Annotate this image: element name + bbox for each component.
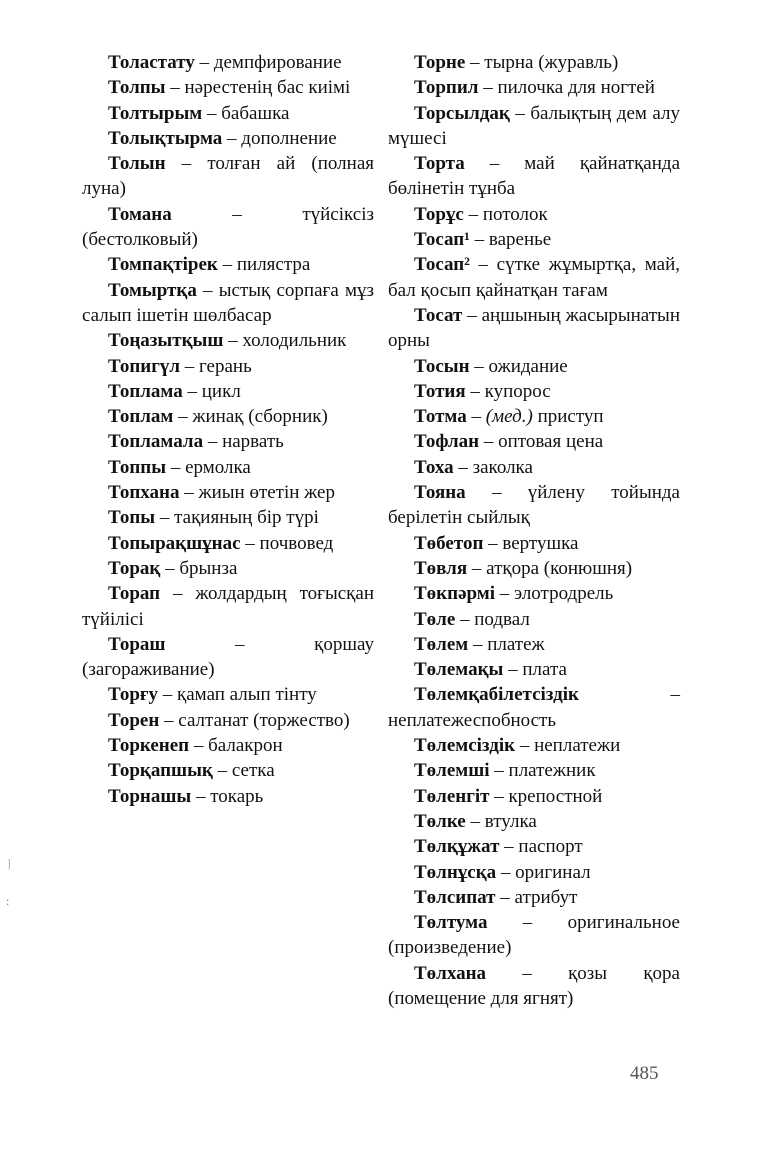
headword: Торпил [414, 77, 479, 99]
dictionary-entry [388, 885, 680, 910]
definition: – нәрестенің бас киімі [165, 77, 351, 99]
headword: Томана [108, 203, 172, 225]
dictionary-entry [82, 682, 374, 707]
usage-label: (мед.) [485, 406, 533, 428]
dictionary-entry [388, 303, 680, 354]
headword: Торен [108, 709, 160, 731]
headword: Тосап¹ [414, 229, 470, 251]
dictionary-entry [388, 227, 680, 252]
dictionary-entry [82, 708, 374, 733]
headword: Тотма [414, 406, 467, 428]
headword: Тотия [414, 380, 466, 402]
headword: Төлемші [414, 760, 490, 782]
definition: – тырна (журавль) [465, 52, 619, 73]
dictionary-entry [388, 632, 680, 657]
definition: – салтанат (торжество) [159, 709, 350, 731]
dictionary-entry [82, 101, 374, 126]
definition: – ожидание [469, 355, 568, 377]
dictionary-entry [82, 252, 374, 277]
dictionary-entry [388, 860, 680, 885]
headword: Торта [414, 153, 465, 175]
headword: Толпы [108, 77, 166, 99]
left-column [82, 50, 374, 809]
headword: Төле [414, 608, 456, 630]
dictionary-entry [82, 784, 374, 809]
headword: Томыртқа [108, 279, 197, 301]
definition: – сетка [212, 760, 275, 782]
dictionary-entry [388, 682, 680, 733]
definition: – түйсіксіз (бестолковый) [82, 203, 374, 251]
dictionary-entry [388, 556, 680, 581]
dictionary-entry [82, 429, 374, 454]
dictionary-entry [388, 429, 680, 454]
definition: – үйлену тойында берілетін сыйлық [388, 482, 680, 529]
headword: Торұс [414, 203, 464, 225]
dictionary-entry [82, 50, 374, 75]
definition: – сүтке жұмыртқа, май, бал қосып қайнатқан тағам [388, 254, 680, 301]
definition: – нарвать [203, 431, 284, 453]
definition: – почвовед [240, 532, 334, 554]
headword: Толастату [108, 52, 195, 73]
dictionary-entry [82, 126, 374, 151]
dictionary-entry [82, 202, 374, 253]
headword: Торақ [108, 557, 161, 579]
headword: Томпақтірек [108, 254, 218, 276]
definition: – втулка [465, 810, 537, 832]
definition: – демпфирование [194, 52, 342, 73]
definition: – заколка [453, 456, 533, 478]
definition: – элотродрель [495, 583, 614, 605]
headword: Торқапшық [108, 760, 213, 782]
dictionary-entry [388, 480, 680, 531]
definition: – қамап алып тінту [158, 684, 317, 706]
definition: – неплатежеспобность [388, 684, 680, 731]
headword: Төбетоп [414, 532, 484, 554]
dictionary-entry [82, 278, 374, 329]
definition: – қозы қора (помещение для ягнят) [388, 962, 680, 1009]
dictionary-entry [388, 784, 680, 809]
headword: Топлам [108, 406, 174, 428]
headword: Топпы [108, 456, 167, 478]
definition: – неплатежи [515, 735, 621, 757]
headword: Төлемқабілетсіздік [414, 684, 579, 706]
definition: – оригинал [496, 861, 591, 883]
headword: Топлама [108, 380, 183, 402]
definition: – токарь [191, 785, 264, 807]
dictionary-entry [388, 202, 680, 227]
definition: – вертушка [483, 532, 579, 554]
definition: – ермолка [166, 456, 251, 478]
dictionary-entry [388, 607, 680, 632]
headword: Тояна [414, 482, 466, 504]
definition: – крепостной [489, 785, 603, 807]
definition: – атқора (конюшня) [467, 557, 633, 579]
definition: – жолдардың тоғысқан түйілісі [82, 583, 374, 630]
definition: – аңшының жасырынатын орны [388, 304, 680, 352]
headword: Төленгіт [414, 785, 490, 807]
headword: Төлхана [414, 962, 487, 984]
headword: Топигүл [108, 355, 181, 377]
headword: Топырақшұнас [108, 532, 241, 554]
headword: Тоңазытқыш [108, 330, 224, 352]
headword: Торнашы [108, 785, 192, 807]
definition: – балакрон [189, 735, 283, 757]
headword: Төлсипат [414, 886, 496, 908]
definition: – оригинальное (произведение) [388, 912, 680, 959]
headword: Толын [108, 153, 166, 175]
definition: приступ [532, 406, 604, 428]
dictionary-entry [388, 252, 680, 303]
headword: Топламала [108, 431, 204, 453]
headword: Төлке [414, 810, 466, 832]
definition: – платежник [489, 760, 596, 782]
headword: Тосын [414, 355, 470, 377]
definition: – май қайнатқанда бөлінетін тұнба [388, 153, 680, 200]
dictionary-entry [388, 910, 680, 961]
definition: – дополнение [222, 127, 337, 149]
dictionary-entry [82, 404, 374, 429]
definition: – толған ай (полная луна) [82, 153, 374, 200]
dictionary-entry [388, 354, 680, 379]
dictionary-entry [82, 151, 374, 202]
definition: – подвал [455, 608, 530, 630]
dictionary-entry [388, 733, 680, 758]
headword: Торғу [108, 684, 159, 706]
dictionary-entry [388, 455, 680, 480]
dictionary-entry [82, 632, 374, 683]
dictionary-entry [388, 50, 680, 75]
headword: Төлнұсқа [414, 861, 497, 883]
dictionary-entry [388, 581, 680, 606]
definition: – купорос [465, 380, 551, 402]
dictionary-entry [388, 379, 680, 404]
definition: – оптовая цена [479, 431, 604, 453]
headword: Төлемақы [414, 659, 504, 681]
dictionary-entry [82, 354, 374, 379]
right-column [388, 50, 680, 1011]
definition: – жинақ (сборник) [173, 406, 328, 428]
headword: Торап [108, 583, 161, 605]
headword: Төкпәрмі [414, 583, 496, 605]
margin-mark: : [6, 894, 10, 908]
dictionary-entry [82, 480, 374, 505]
definition: – плата [503, 659, 567, 681]
definition: – брынза [160, 557, 238, 579]
definition: – варенье [469, 229, 552, 251]
definition: – [466, 406, 486, 428]
definition: – тақияның бір түрі [155, 507, 319, 529]
definition: – потолок [463, 203, 548, 225]
dictionary-entry [82, 733, 374, 758]
headword: Тораш [108, 633, 166, 655]
definition: – герань [180, 355, 252, 377]
dictionary-entry [82, 581, 374, 632]
dictionary-entry [388, 531, 680, 556]
headword: Тофлан [414, 431, 480, 453]
dictionary-entry [82, 758, 374, 783]
definition: – пилястра [217, 254, 311, 276]
dictionary-entry [388, 834, 680, 859]
headword: Тосат [414, 304, 463, 326]
dictionary-entry [388, 75, 680, 100]
definition: – қоршау (загораживание) [82, 633, 374, 681]
definition: – холодильник [223, 330, 347, 352]
dictionary-entry [388, 101, 680, 152]
headword: Төлтума [414, 912, 488, 934]
dictionary-entry [388, 404, 680, 429]
definition: – платеж [468, 633, 545, 655]
definition: – пилочка для ногтей [478, 77, 655, 99]
headword: Топы [108, 507, 156, 529]
headword: Топхана [108, 482, 180, 504]
dictionary-entry [82, 379, 374, 404]
dictionary-entry [388, 758, 680, 783]
dictionary-entry [388, 961, 680, 1012]
definition: – паспорт [499, 836, 583, 858]
headword: Торкенеп [108, 735, 190, 757]
definition: – цикл [182, 380, 241, 402]
definition: – атрибут [495, 886, 578, 908]
dictionary-entry [82, 505, 374, 530]
headword: Толтырым [108, 102, 203, 124]
headword: Төвля [414, 557, 468, 579]
dictionary-entry [82, 531, 374, 556]
definition: – бабашка [202, 102, 290, 124]
definition: – балықтың дем алу мүшесі [388, 102, 680, 149]
definition: – жиын өтетін жер [179, 482, 335, 504]
dictionary-entry [82, 328, 374, 353]
page-number: 485 [630, 1063, 659, 1084]
margin-mark: | [8, 856, 11, 870]
headword: Тоха [414, 456, 454, 478]
dictionary-entry [388, 809, 680, 834]
headword: Тосап² [414, 254, 470, 276]
dictionary-entry [388, 657, 680, 682]
definition: – ыстық сорпаға мұз салып ішетін шөлбасар [82, 279, 374, 326]
dictionary-entry [82, 455, 374, 480]
headword: Төлем [414, 633, 469, 655]
headword: Торне [414, 52, 466, 73]
headword: Торсылдақ [414, 102, 510, 124]
headword: Толықтырма [108, 127, 223, 149]
headword: Төлемсіздік [414, 735, 516, 757]
dictionary-entry [82, 556, 374, 581]
dictionary-entry [82, 75, 374, 100]
dictionary-entry [388, 151, 680, 202]
headword: Төлқұжат [414, 836, 500, 858]
